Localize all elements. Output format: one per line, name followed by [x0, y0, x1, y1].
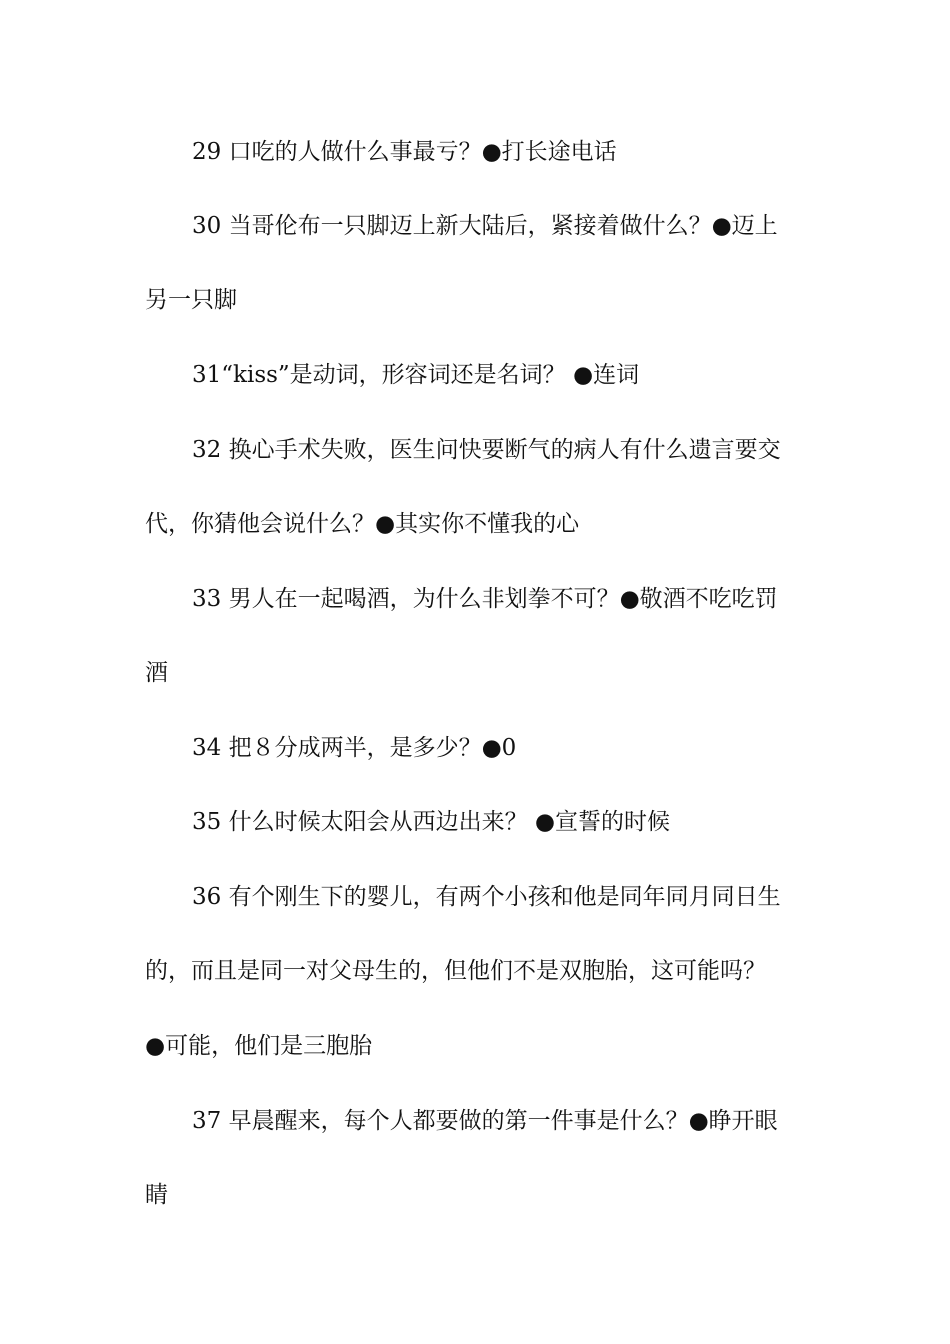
- riddle-36-continued: 的，而且是同一对父母生的，但他们不是双胞胎，这可能吗？: [145, 958, 766, 984]
- riddle-29: 29 口吃的人做什么事最亏？●打长途电话: [192, 139, 617, 165]
- riddle-31: 31“kiss”是动词，形容词还是名词？ ●连词: [192, 362, 640, 388]
- riddle-33-continued: 酒: [145, 660, 168, 686]
- riddle-33: 33 男人在一起喝酒，为什么非划拳不可？●敬酒不吃吃罚: [192, 586, 778, 612]
- riddle-34: 34 把８分成两半，是多少？●0: [192, 735, 517, 761]
- riddle-37-continued: 睛: [145, 1182, 168, 1208]
- riddle-32: 32 换心手术失败，医生问快要断气的病人有什么遗言要交: [192, 437, 781, 463]
- riddle-36-answer: ●可能，他们是三胞胎: [145, 1033, 373, 1059]
- riddle-37: 37 早晨醒来，每个人都要做的第一件事是什么？●睁开眼: [192, 1108, 778, 1134]
- riddle-30: 30 当哥伦布一只脚迈上新大陆后，紧接着做什么？●迈上: [192, 213, 778, 239]
- riddle-30-continued: 另一只脚: [145, 287, 237, 313]
- riddle-35: 35 什么时候太阳会从西边出来？ ●宣誓的时候: [192, 809, 670, 835]
- riddle-32-continued: 代，你猜他会说什么？●其实你不懂我的心: [145, 511, 580, 537]
- riddle-36: 36 有个刚生下的婴儿，有两个小孩和他是同年同月同日生: [192, 884, 781, 910]
